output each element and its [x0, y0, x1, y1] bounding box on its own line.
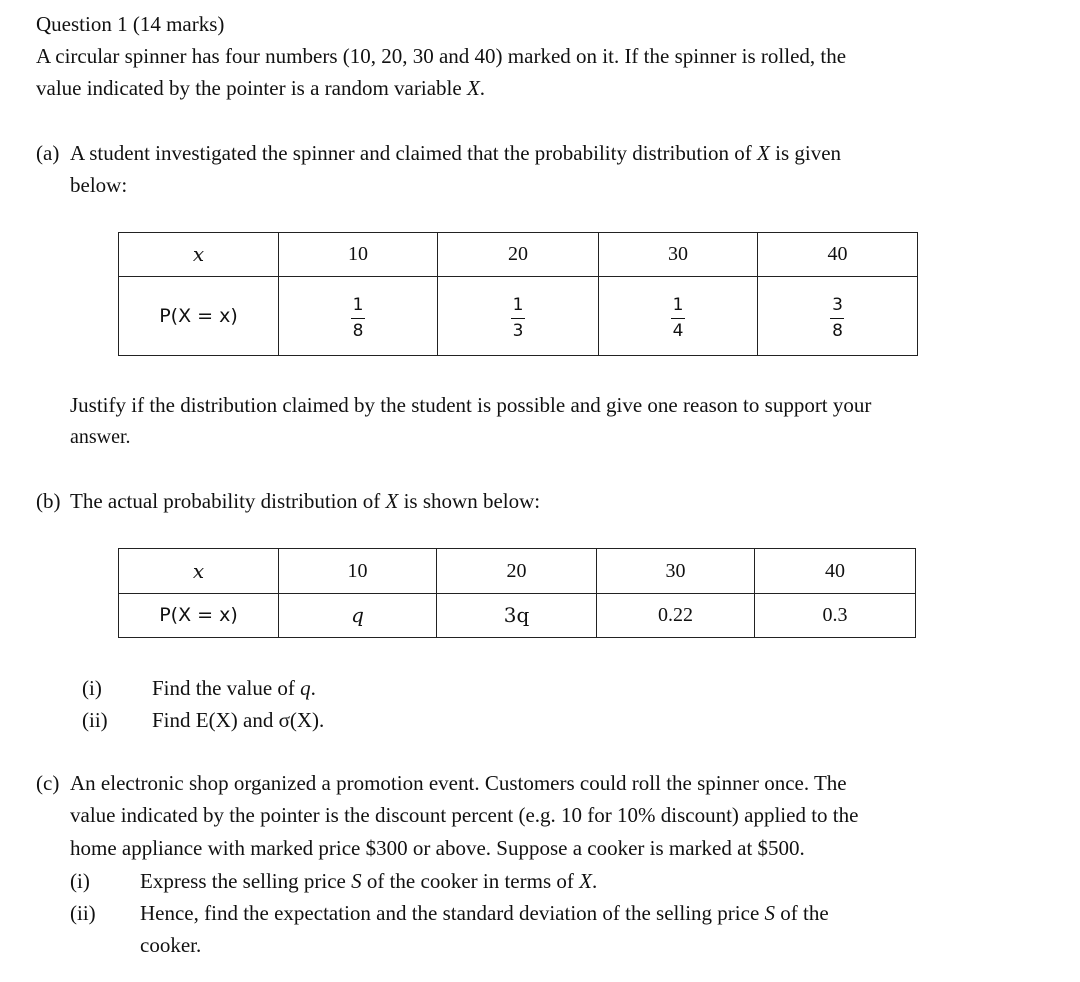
x-value: 40: [827, 243, 848, 265]
part-c-sub-ii: [140, 897, 829, 929]
probability-cell: [758, 277, 918, 356]
part-b-line: [70, 485, 540, 517]
x-value-cell: [279, 549, 437, 594]
sub-i-period: .: [591, 869, 598, 893]
x-value: 10: [347, 559, 368, 582]
denominator: 4: [672, 320, 684, 341]
p-header-cell: [119, 277, 279, 356]
fraction-bar: [511, 318, 525, 319]
fraction: [351, 294, 366, 341]
part-b-text-end: is shown below:: [398, 489, 541, 513]
x-value-cell: [279, 233, 438, 277]
part-a-text-end: is given: [769, 141, 842, 165]
part-c-sub-ii-line2: cooker.: [140, 933, 202, 957]
x-value-cell: [597, 549, 755, 594]
sub-i-text-mid: of the cooker in terms of: [361, 869, 580, 893]
sub-i-text: Find the value of: [152, 676, 301, 700]
part-c-sub-ii-label: (ii): [70, 901, 96, 925]
x-header: x: [192, 558, 205, 583]
denominator: 8: [352, 320, 364, 341]
numerator: 1: [672, 294, 684, 315]
question-intro-line2: [36, 72, 485, 104]
sub-ii-text-end: of the: [775, 901, 829, 925]
probability-value: 0.22: [658, 604, 693, 626]
x-value-cell: [437, 549, 597, 594]
probability-value: 0.3: [822, 604, 848, 626]
p-header: P(X = x): [159, 604, 238, 626]
x-value-cell: [755, 549, 916, 594]
table-row-probability: [119, 594, 916, 638]
part-c-line1: An electronic shop organized a promotion event. Customers could roll the spinner once. The: [70, 771, 847, 795]
x-value: 30: [668, 243, 688, 265]
fraction-bar: [830, 318, 844, 319]
justify-line2: answer.: [70, 426, 131, 448]
fraction: [830, 294, 845, 341]
part-c-sub-i-label: (i): [70, 869, 90, 893]
probability-value: 3q: [503, 603, 530, 627]
sub-i-text: Express the selling price: [140, 869, 352, 893]
variable-q: q: [300, 676, 311, 700]
p-header: P(X = x): [159, 304, 238, 327]
x-value: 30: [665, 559, 686, 582]
part-b-sub-ii-label: (ii): [82, 708, 108, 732]
intro-text: value indicated by the pointer is a random variable: [36, 76, 467, 100]
table-row-probability: [119, 277, 918, 356]
variable-x: X: [466, 76, 480, 100]
table-row-x: [119, 233, 918, 277]
x-value-cell: [599, 233, 758, 277]
part-c-sub-i: [140, 865, 597, 897]
variable-x: X: [757, 141, 770, 165]
numerator: 3: [832, 294, 843, 315]
x-header-cell: [119, 549, 279, 594]
x-value: 20: [508, 243, 528, 265]
x-value-cell: [758, 233, 918, 277]
x-value: 20: [506, 559, 527, 582]
denominator: 3: [512, 320, 524, 341]
part-b-sub-i: [152, 672, 316, 704]
variable-x: X: [579, 869, 592, 893]
numerator: 1: [352, 294, 364, 315]
part-b-sub-ii: Find E(X) and σ(X).: [152, 708, 325, 732]
x-value-cell: [438, 233, 599, 277]
part-c-label: (c): [36, 771, 60, 795]
x-value: 40: [825, 559, 845, 582]
probability-cell: [755, 594, 916, 638]
part-b-text: The actual probability distribution of: [70, 489, 386, 513]
justify-line1: Justify if the distribution claimed by the student is possible and give one reason to support your: [70, 393, 872, 417]
fraction: [671, 294, 686, 341]
probability-cell: [437, 594, 597, 638]
sub-ii-text: Hence, find the expectation and the standard deviation of the selling price: [140, 901, 765, 925]
part-b-label: (b): [36, 489, 61, 513]
table-row-x: [119, 549, 916, 594]
probability-cell: [599, 277, 758, 356]
claimed-distribution-table: [118, 232, 918, 356]
probability-cell: [438, 277, 599, 356]
question-intro-line1: A circular spinner has four numbers (10, 20, 30 and 40) marked on it. If the spinner is rolled, the: [36, 44, 847, 68]
part-c-line3: home appliance with marked price $300 or above. Suppose a cooker is marked at $500.: [70, 836, 805, 860]
question-title: Question 1 (14 marks): [36, 12, 225, 36]
fraction-bar: [351, 318, 365, 319]
probability-cell: [279, 277, 438, 356]
part-a-text: A student investigated the spinner and claimed that the probability distribution of: [70, 141, 758, 165]
denominator: 8: [832, 320, 843, 341]
part-b-sub-i-label: (i): [82, 676, 102, 700]
x-header: x: [192, 242, 205, 266]
part-a-label: (a): [36, 141, 60, 165]
x-value: 10: [348, 243, 368, 265]
probability-cell: [279, 594, 437, 638]
x-header-cell: [119, 233, 279, 277]
part-a-line1: [70, 137, 841, 169]
probability-value: q: [351, 603, 364, 627]
variable-x: X: [385, 489, 399, 513]
probability-cell: [597, 594, 755, 638]
part-a-line2: below:: [70, 173, 128, 197]
intro-period: .: [479, 76, 486, 100]
p-header-cell: [119, 594, 279, 638]
variable-s: S: [351, 869, 362, 893]
sub-i-period: .: [310, 676, 316, 700]
fraction-bar: [671, 318, 685, 319]
part-c-line2: value indicated by the pointer is the discount percent (e.g. 10 for 10% discount) applied to the: [70, 803, 859, 827]
numerator: 1: [512, 294, 524, 315]
actual-distribution-table: [118, 548, 916, 638]
fraction: [511, 294, 526, 341]
variable-s: S: [764, 901, 776, 925]
